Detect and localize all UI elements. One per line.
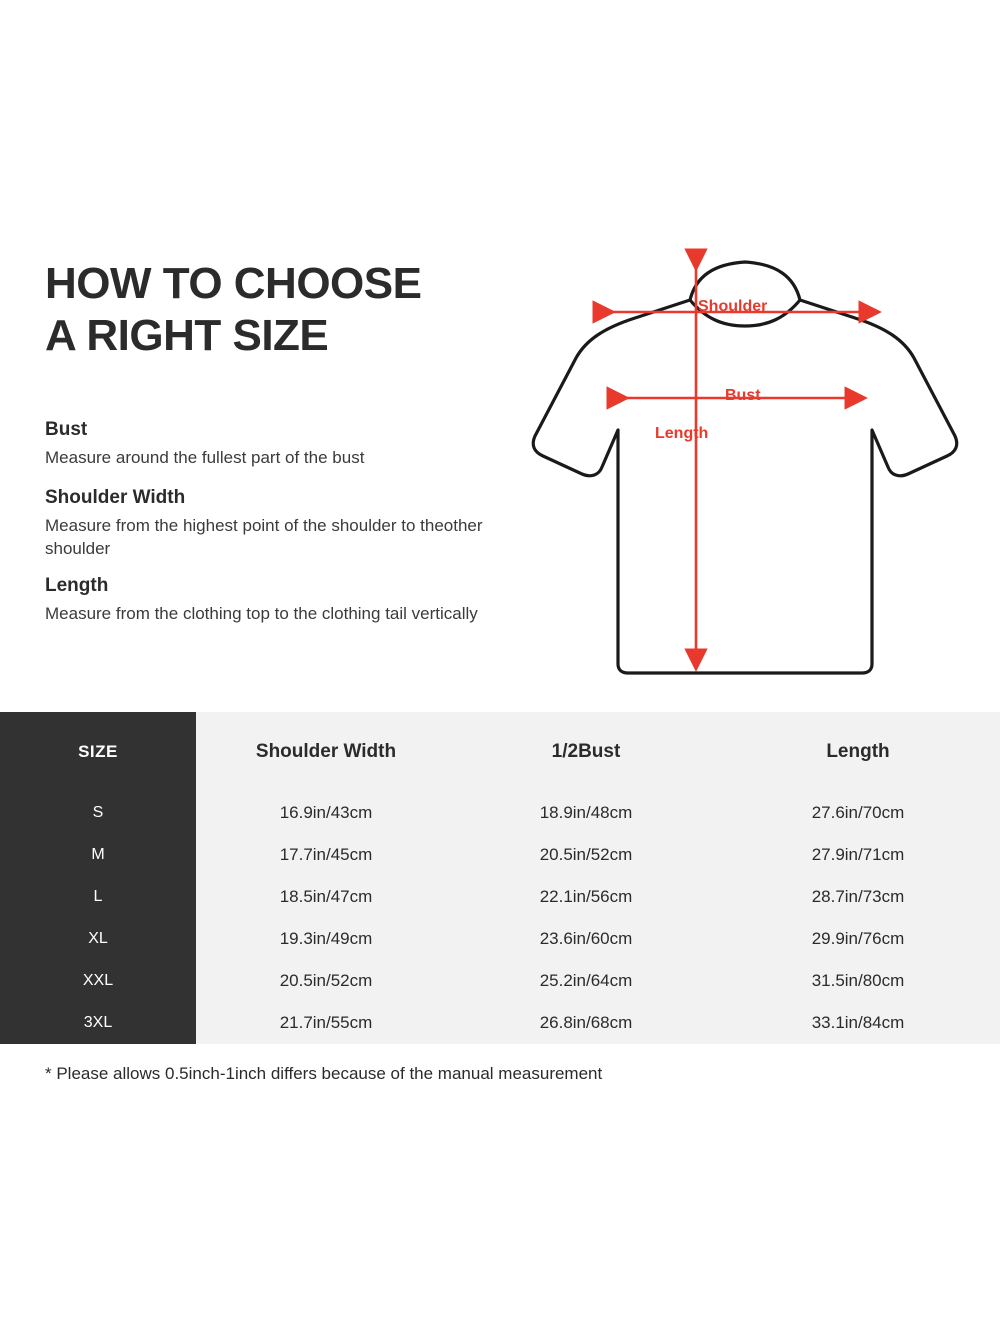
- cell-size: M: [0, 834, 196, 876]
- description-shoulder-width-text: Measure from the highest point of the shoulder to theother shoulder: [45, 516, 483, 558]
- table-row: [0, 834, 1000, 876]
- description-bust-text: Measure around the fullest part of the bust: [45, 448, 365, 467]
- description-length-text: Measure from the clothing top to the clothing tail vertically: [45, 604, 478, 623]
- table-header-row: [0, 712, 1000, 792]
- cell-size: XL: [0, 918, 196, 960]
- shoulder-dimension-label: Shoulder: [698, 298, 768, 315]
- size-table: [0, 712, 1000, 1044]
- cell-length: 27.6in/70cm: [716, 792, 1000, 834]
- cell-shoulder-width: 17.7in/45cm: [196, 834, 456, 876]
- measurement-footnote: * Please allows 0.5inch-1inch differs because of the manual measurement: [45, 1064, 603, 1083]
- size-table-wrapper: [0, 712, 1000, 1032]
- description-bust: [45, 418, 505, 469]
- table-header-length: Length: [716, 712, 1000, 792]
- size-table-head: [0, 712, 1000, 792]
- length-dimension-label: Length: [655, 425, 709, 442]
- table-header-shoulder-width: Shoulder Width: [196, 712, 456, 792]
- cell-half-bust: 18.9in/48cm: [456, 792, 716, 834]
- tshirt-body-path: [533, 262, 956, 673]
- tshirt-diagram: [500, 240, 990, 700]
- cell-length: 31.5in/80cm: [716, 960, 1000, 1002]
- page-title: [45, 258, 515, 362]
- table-row: [0, 792, 1000, 834]
- table-row: [0, 960, 1000, 1002]
- table-row: [0, 876, 1000, 918]
- description-shoulder-width: [45, 486, 505, 560]
- cell-size: S: [0, 792, 196, 834]
- table-header-half-bust: 1/2Bust: [456, 712, 716, 792]
- cell-half-bust: 23.6in/60cm: [456, 918, 716, 960]
- cell-length: 27.9in/71cm: [716, 834, 1000, 876]
- cell-half-bust: 26.8in/68cm: [456, 1002, 716, 1044]
- cell-shoulder-width: 19.3in/49cm: [196, 918, 456, 960]
- cell-length: 33.1in/84cm: [716, 1002, 1000, 1044]
- table-row: [0, 918, 1000, 960]
- table-header-size: SIZE: [0, 712, 196, 792]
- table-row: [0, 1002, 1000, 1044]
- cell-size: L: [0, 876, 196, 918]
- cell-shoulder-width: 18.5in/47cm: [196, 876, 456, 918]
- cell-length: 28.7in/73cm: [716, 876, 1000, 918]
- cell-length: 29.9in/76cm: [716, 918, 1000, 960]
- page-title-line-1: HOW TO CHOOSE: [45, 259, 422, 308]
- cell-shoulder-width: 16.9in/43cm: [196, 792, 456, 834]
- description-shoulder-width-label: Shoulder Width: [45, 487, 186, 508]
- cell-shoulder-width: 21.7in/55cm: [196, 1002, 456, 1044]
- cell-shoulder-width: 20.5in/52cm: [196, 960, 456, 1002]
- description-length-label: Length: [45, 575, 109, 596]
- page-title-line-2: A RIGHT SIZE: [45, 311, 329, 360]
- description-length: [45, 574, 505, 625]
- cell-half-bust: 20.5in/52cm: [456, 834, 716, 876]
- cell-half-bust: 25.2in/64cm: [456, 960, 716, 1002]
- cell-size: XXL: [0, 960, 196, 1002]
- cell-half-bust: 22.1in/56cm: [456, 876, 716, 918]
- cell-size: 3XL: [0, 1002, 196, 1044]
- size-table-body: [0, 792, 1000, 1044]
- bust-dimension-label: Bust: [725, 387, 761, 404]
- description-bust-label: Bust: [45, 419, 88, 440]
